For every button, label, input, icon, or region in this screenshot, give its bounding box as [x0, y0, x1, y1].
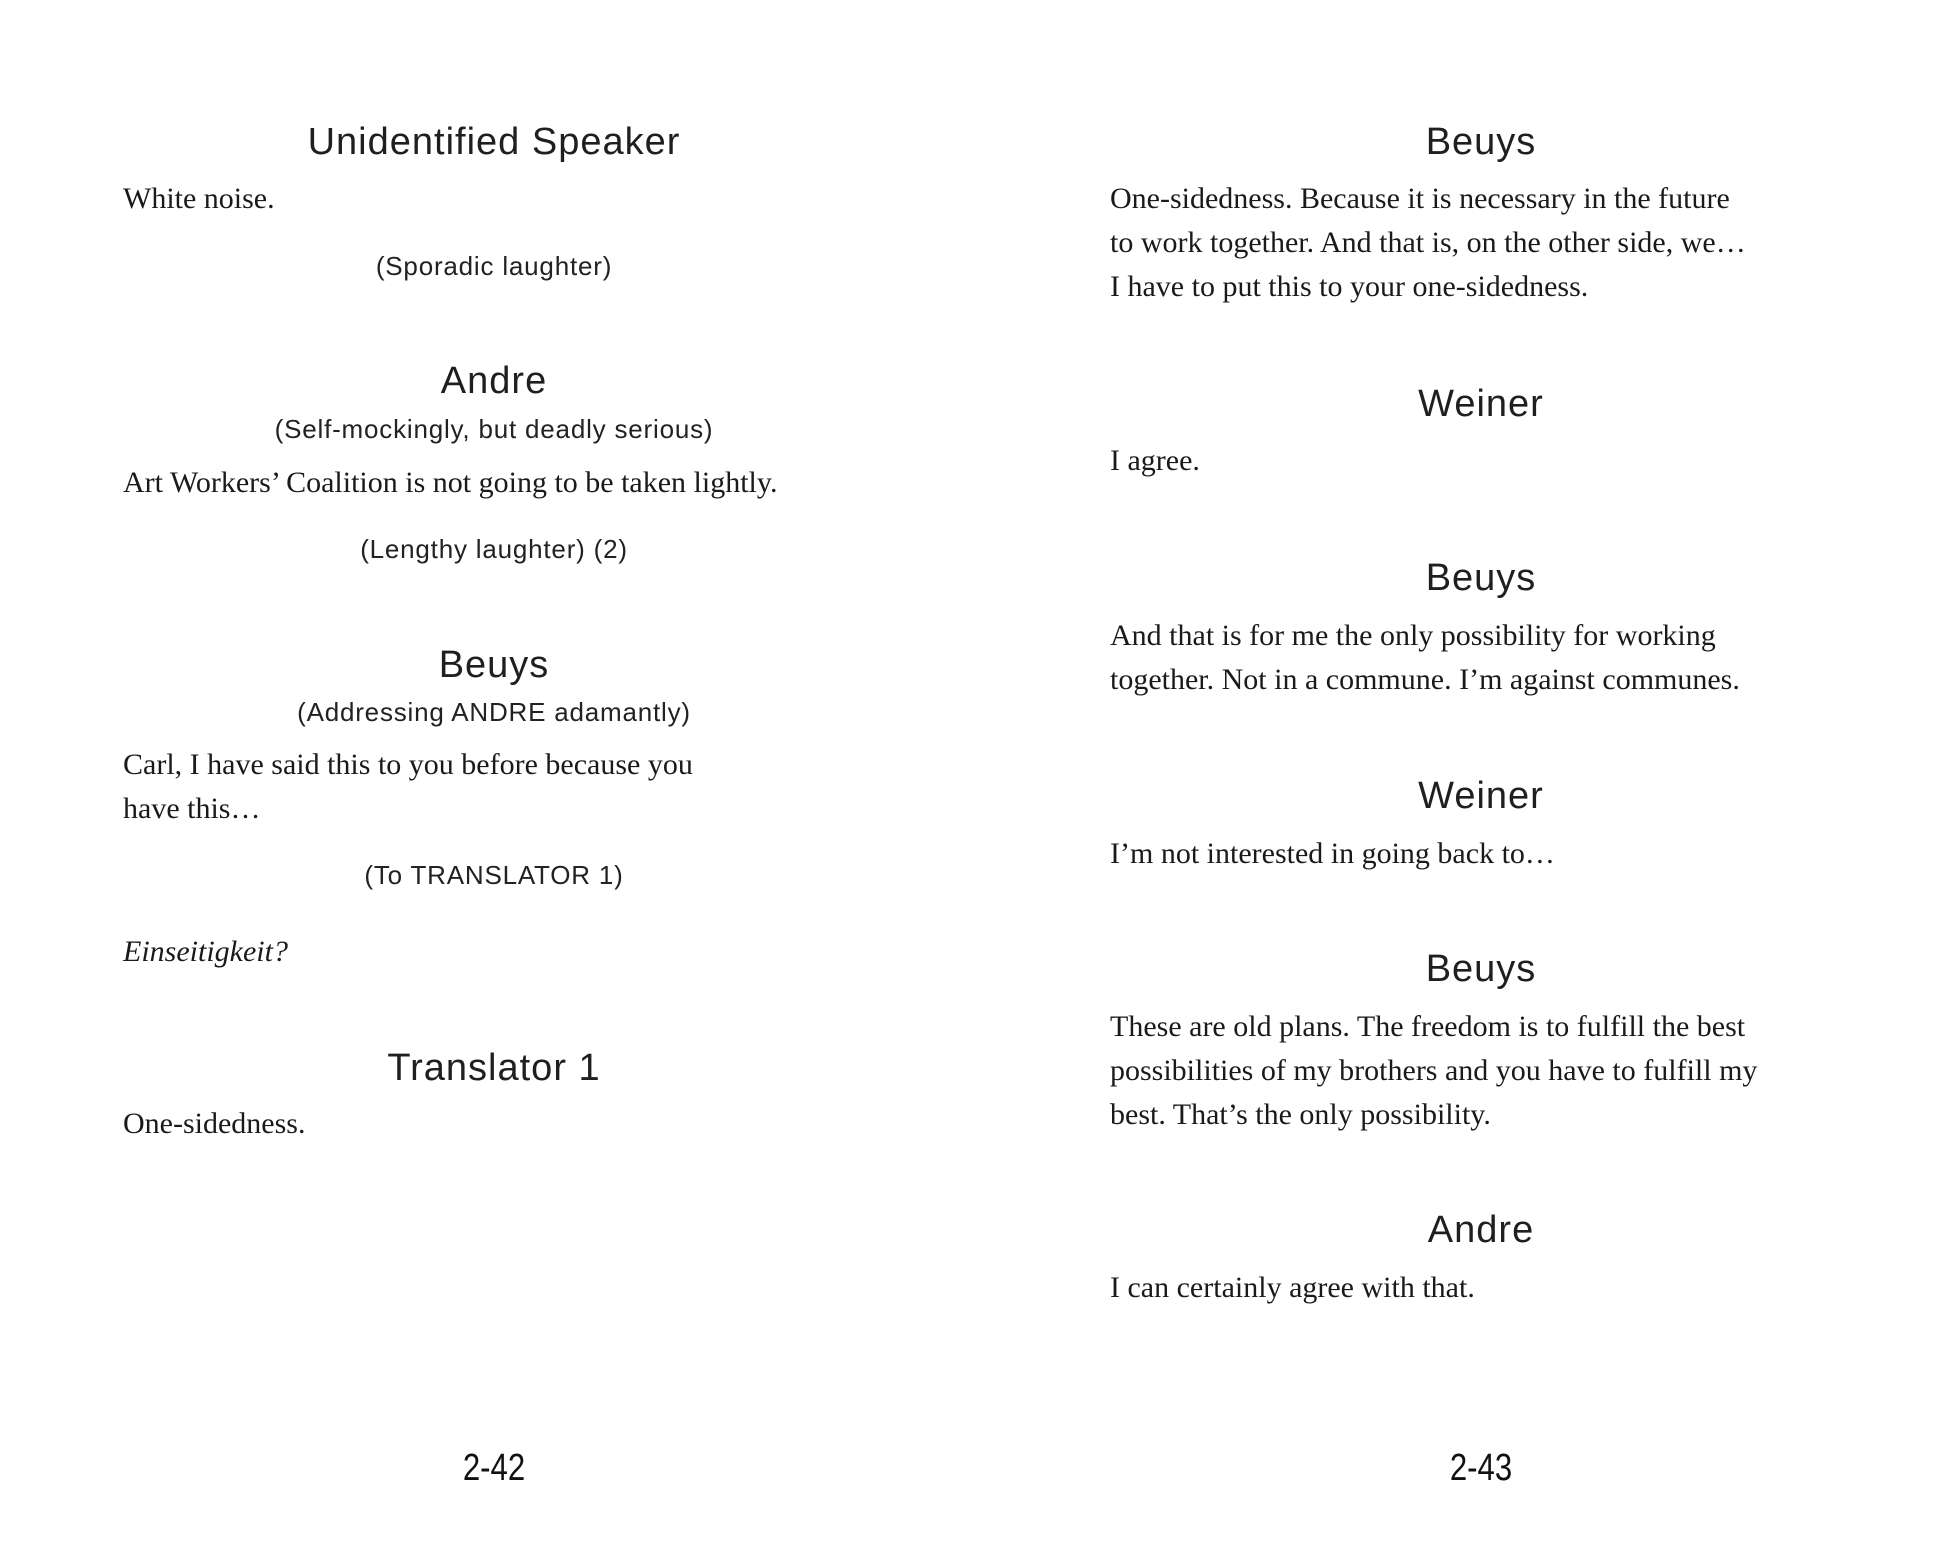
dialogue-line: I can certainly agree with that.: [1110, 1271, 1475, 1304]
speaker-name: Weiner: [1418, 383, 1544, 425]
dialogue-line: Carl, I have said this to you before because you: [123, 748, 693, 781]
dialogue-line: And that is for me the only possibility for working: [1110, 619, 1716, 652]
dialogue-line: Art Workers’ Coalition is not going to be taken lightly.: [123, 466, 778, 499]
speaker-name: Beuys: [1425, 121, 1537, 163]
speaker-name: Andre: [1427, 1209, 1535, 1251]
speaker-name: Beuys: [1425, 557, 1537, 599]
dialogue-line: I have to put this to your one-sidedness.: [1110, 270, 1589, 303]
right-page: [973, 0, 1946, 1541]
speaker-name: Unidentified Speaker: [307, 121, 681, 163]
speaker-name: Andre: [440, 360, 548, 402]
dialogue-line: One-sidedness. Because it is necessary in the future: [1110, 182, 1730, 215]
stage-direction: (Self-mockingly, but deadly serious): [274, 414, 714, 444]
dialogue-line: to work together. And that is, on the other side, we…: [1110, 226, 1746, 259]
dialogue-line: One-sidedness.: [123, 1107, 306, 1140]
dialogue-line: White noise.: [123, 182, 275, 215]
stage-direction: (Addressing ANDRE adamantly): [297, 697, 691, 727]
speaker-name: Translator 1: [387, 1047, 601, 1089]
dialogue-line: together. Not in a commune. I’m against communes.: [1110, 663, 1740, 696]
page-number: 2-43: [1449, 1447, 1513, 1489]
page-number: 2-42: [462, 1447, 526, 1489]
stage-direction: (Sporadic laughter): [375, 251, 613, 281]
dialogue-line: These are old plans. The freedom is to fulfill the best: [1110, 1010, 1746, 1043]
dialogue-line: I agree.: [1110, 444, 1200, 477]
dialogue-line: Einseitigkeit?: [123, 935, 288, 968]
dialogue-line: I’m not interested in going back to…: [1110, 837, 1555, 870]
dialogue-line: have this…: [123, 792, 261, 825]
speaker-name: Beuys: [1425, 948, 1537, 990]
stage-direction: (To TRANSLATOR 1): [364, 860, 624, 890]
dialogue-line: possibilities of my brothers and you have to fulfill my: [1110, 1054, 1758, 1087]
speaker-name: Beuys: [438, 644, 550, 686]
speaker-name: Weiner: [1418, 775, 1544, 817]
stage-direction: (Lengthy laughter) (2): [360, 534, 628, 564]
dialogue-line: best. That’s the only possibility.: [1110, 1098, 1491, 1131]
